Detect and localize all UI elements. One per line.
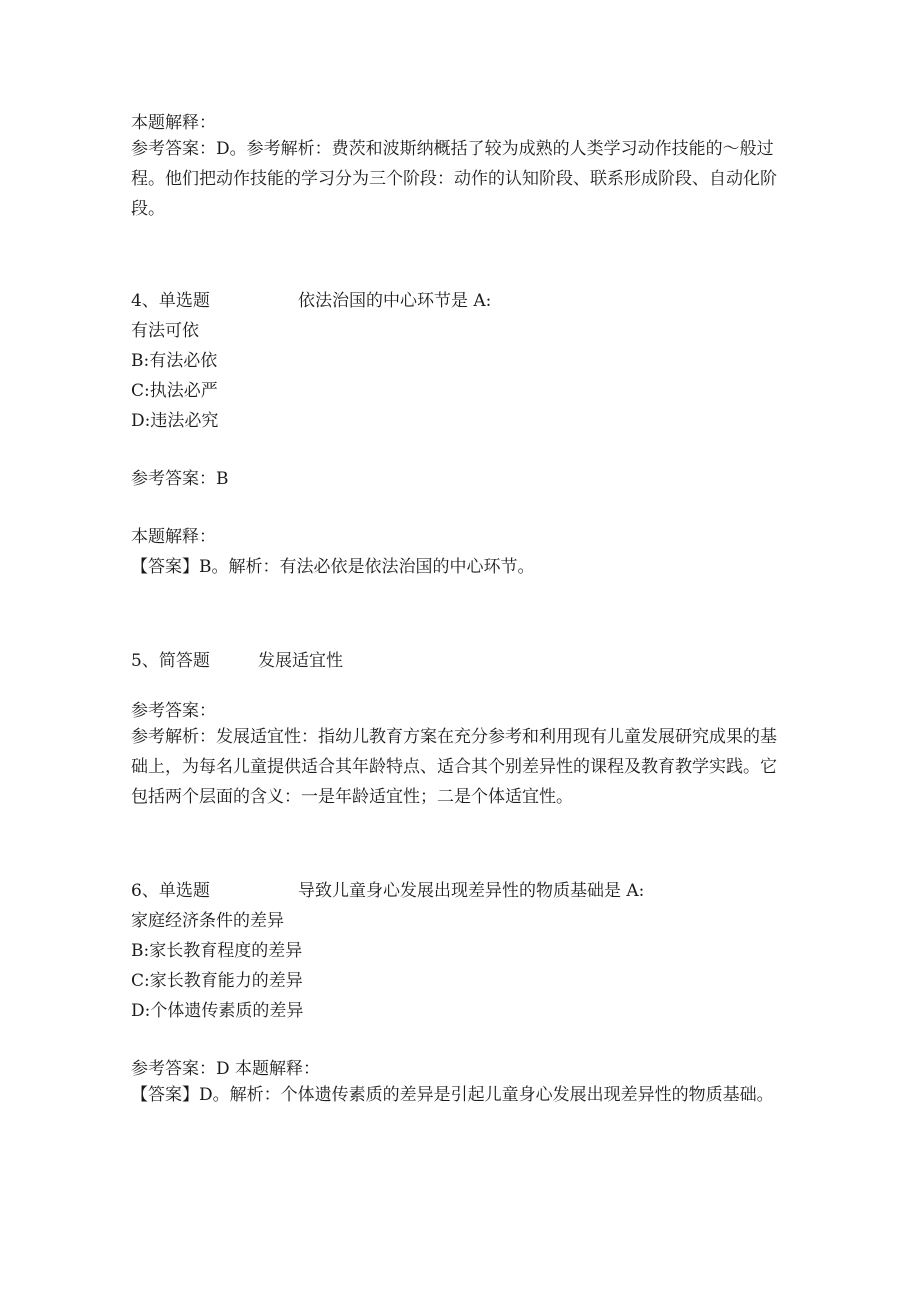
q4-option-c: C:执法必严 xyxy=(131,381,218,401)
q6-number-type: 6、单选题 xyxy=(131,881,210,901)
q5-number-type: 5、简答题 xyxy=(131,651,210,671)
q6-answer: 参考答案：D 本题解释： xyxy=(131,1059,321,1079)
q5-explain-text: 参考解析：发展适宜性：指幼儿教育方案在充分参考和利用现有儿童发展研究成果的基础上，为每名儿童提供适合其年龄特点、适合其个别差异性的课程及教育教学实践。它包括两个层面的含义：一是年龄适宜性；二是个体适宜性。 xyxy=(131,727,777,807)
q6-explain-text: 【答案】D。解析：个体遗传素质的差异是引起儿童身心发展出现差异性的物质基础。 xyxy=(131,1085,774,1105)
q6-option-a: 家庭经济条件的差异 xyxy=(131,911,284,931)
q4-answer: 参考答案：B xyxy=(131,469,229,489)
q6-option-b: B:家长教育程度的差异 xyxy=(131,941,303,961)
q4-number-type: 4、单选题 xyxy=(131,291,210,311)
q5-stem: 发展适宜性 xyxy=(258,651,343,671)
q4-option-a: 有法可依 xyxy=(131,321,199,341)
q4-explain-text: 【答案】B。解析：有法必依是依法治国的中心环节。 xyxy=(131,557,535,577)
q4-stem: 依法治国的中心环节是 A: xyxy=(298,291,492,311)
q4-option-b: B:有法必依 xyxy=(131,351,218,371)
q6-stem: 导致儿童身心发展出现差异性的物质基础是 A: xyxy=(298,881,645,901)
q5-answer-label: 参考答案： xyxy=(131,701,216,721)
q6-option-d: D:个体遗传素质的差异 xyxy=(131,1001,304,1021)
q6-option-c: C:家长教育能力的差异 xyxy=(131,971,303,991)
q3-explain-text: 参考答案：D。参考解析：费茨和波斯纳概括了较为成熟的人类学习动作技能的～般过程。他们把动作技能的学习分为三个阶段：动作的认知阶段、联系形成阶段、自动化阶段。 xyxy=(131,139,777,219)
q3-explain-label: 本题解释： xyxy=(131,113,216,133)
q4-option-d: D:违法必究 xyxy=(131,411,219,431)
q4-explain-label: 本题解释： xyxy=(131,527,216,547)
